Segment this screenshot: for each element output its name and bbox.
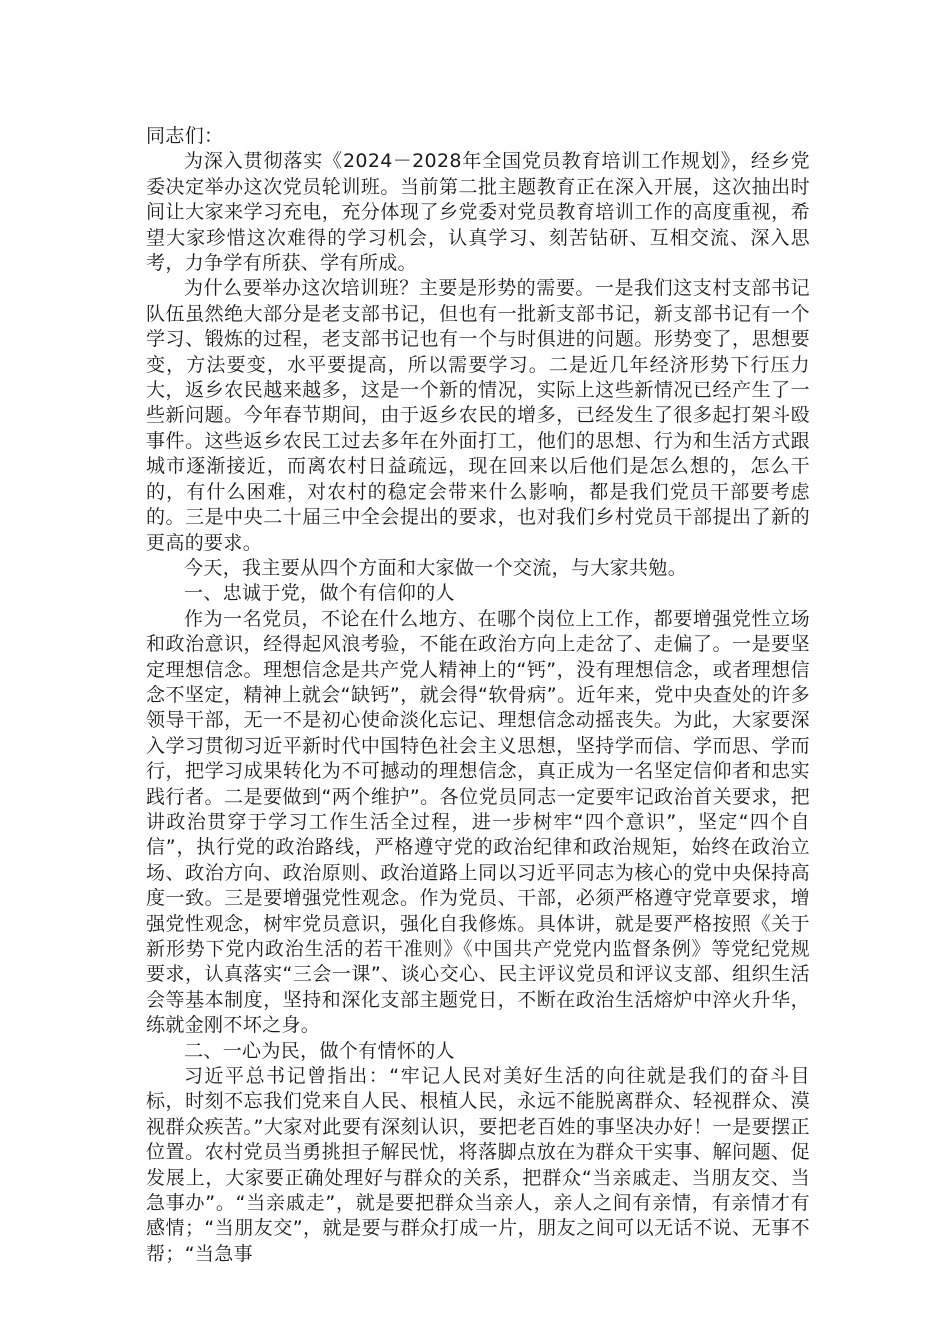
section-heading-1: 一、忠诚于党，做个有信仰的人 — [184, 582, 455, 605]
section-1-body: 作为一名党员，不论在什么地方、在哪个岗位上工作，都要增强党性立场和政治意识，经得起风浪考验，不能在政治方向上走岔了、走偏了。一是要坚定理想信念。理想信念是共产党人精神上的“钙”，没有理想信念，或者理想信念不坚定，精神上就会“缺钙”，就会得“软骨病”。近年来，党中央查处的许多领导干部，无一不是初心使命淡化忘记、理想信念动摇丧失。为此，大家要深入学习贯彻习近平新时代中国特色社会主义思想，坚持学而信、学而思、学而行，把学习成果转化为不可撼动的理想信念，真正成为一名坚定信仰者和忠实践行者。二是要做到“两个维护”。各位党员同志一定要牢记政治首关要求，把讲政治贯穿于学习工作生活全过程，进一步树牢“四个意识”，坚定“四个自信”，执行党的政治路线，严格遵守党的政治纪律和政治规矩，始终在政治立场、政治方向、政治原则、政治道路上同以习近平同志为核心的党中央保持高度一致。三是要增强党性观念。作为党员、干部，必须严格遵守党章要求，增强党性观念，树牢党员意识，强化自我修炼。具体讲，就是要严格按照《关于新形势下党内政治生活的若干准则》《中国共产党党内监督条例》等党纪党规要求，认真落实“三会一课”、谈心交心、民主评议党员和评议支部、组织生活会等基本制度，坚持和深化支部主题党日，不断在政治生活熔炉中淬火升华，练就金刚不坏之身。 — [146, 607, 810, 1037]
document-page — [146, 124, 810, 1267]
paragraph-reasons: 为什么要举办这次培训班？主要是形势的需要。一是我们这支村支部书记队伍虽然绝大部分是老支部书记，但也有一批新支部书记，新支部书记有一个学习、锻炼的过程，老支部书记也有一个与时俱进的问题。形势变了，思想要变，方法要变，水平要提高，所以需要学习。二是近几年经济形势下行压力大，返乡农民越来越多，这是一个新的情况，实际上这些新情况已经产生了一些新问题。今年春节期间，由于返乡农民的增多，已经发生了很多起打架斗殴事件。这些返乡农民工过去多年在外面打工，他们的思想、行为和生活方式跟城市逐渐接近，而离农村日益疏远，现在回来以后他们是怎么想的，怎么干的，有什么困难，对农村的稳定会带来什么影响，都是我们党员干部要考虑的。三是中央二十届三中全会提出的要求，也对我们乡村党员干部提出了新的更高的要求。 — [146, 277, 810, 554]
section-heading-2: 二、一心为民，做个有情怀的人 — [184, 1039, 455, 1062]
section-2-body: 习近平总书记曾指出：“牢记人民对美好生活的向往就是我们的奋斗目标，时刻不忘我们党来自人民、根植人民，永远不能脱离群众、轻视群众、漠视群众疾苦。”大家对此要有深刻认识，要把老百姓的事坚决办好！一是要摆正位置。农村党员当勇挑担子解民忧，将落脚点放在为群众干实事、解问题、促发展上，大家要正确处理好与群众的关系，把群众“当亲戚走、当朋友交、当急事办”。“当亲戚走”，就是要把群众当亲人，亲人之间有亲情，有亲情才有感情；“当朋友交”，就是要与群众打成一片，朋友之间可以无话不说、无事不帮；“当急事 — [146, 1065, 810, 1265]
salutation: 同志们： — [146, 125, 224, 147]
paragraph-overview: 今天，我主要从四个方面和大家做一个交流，与大家共勉。 — [184, 556, 688, 579]
paragraph-intro: 为深入贯彻落实《2024－2028年全国党员教育培训工作规划》，经乡党委决定举办这次党员轮训班。当前第二批主题教育正在深入开展，这次抽出时间让大家来学习充电，充分体现了乡党委对党员教育培训工作的高度重视，希望大家珍惜这次难得的学习机会，认真学习、刻苦钻研、互相交流、深入思考，力争学有所获、学有所成。 — [146, 150, 810, 275]
